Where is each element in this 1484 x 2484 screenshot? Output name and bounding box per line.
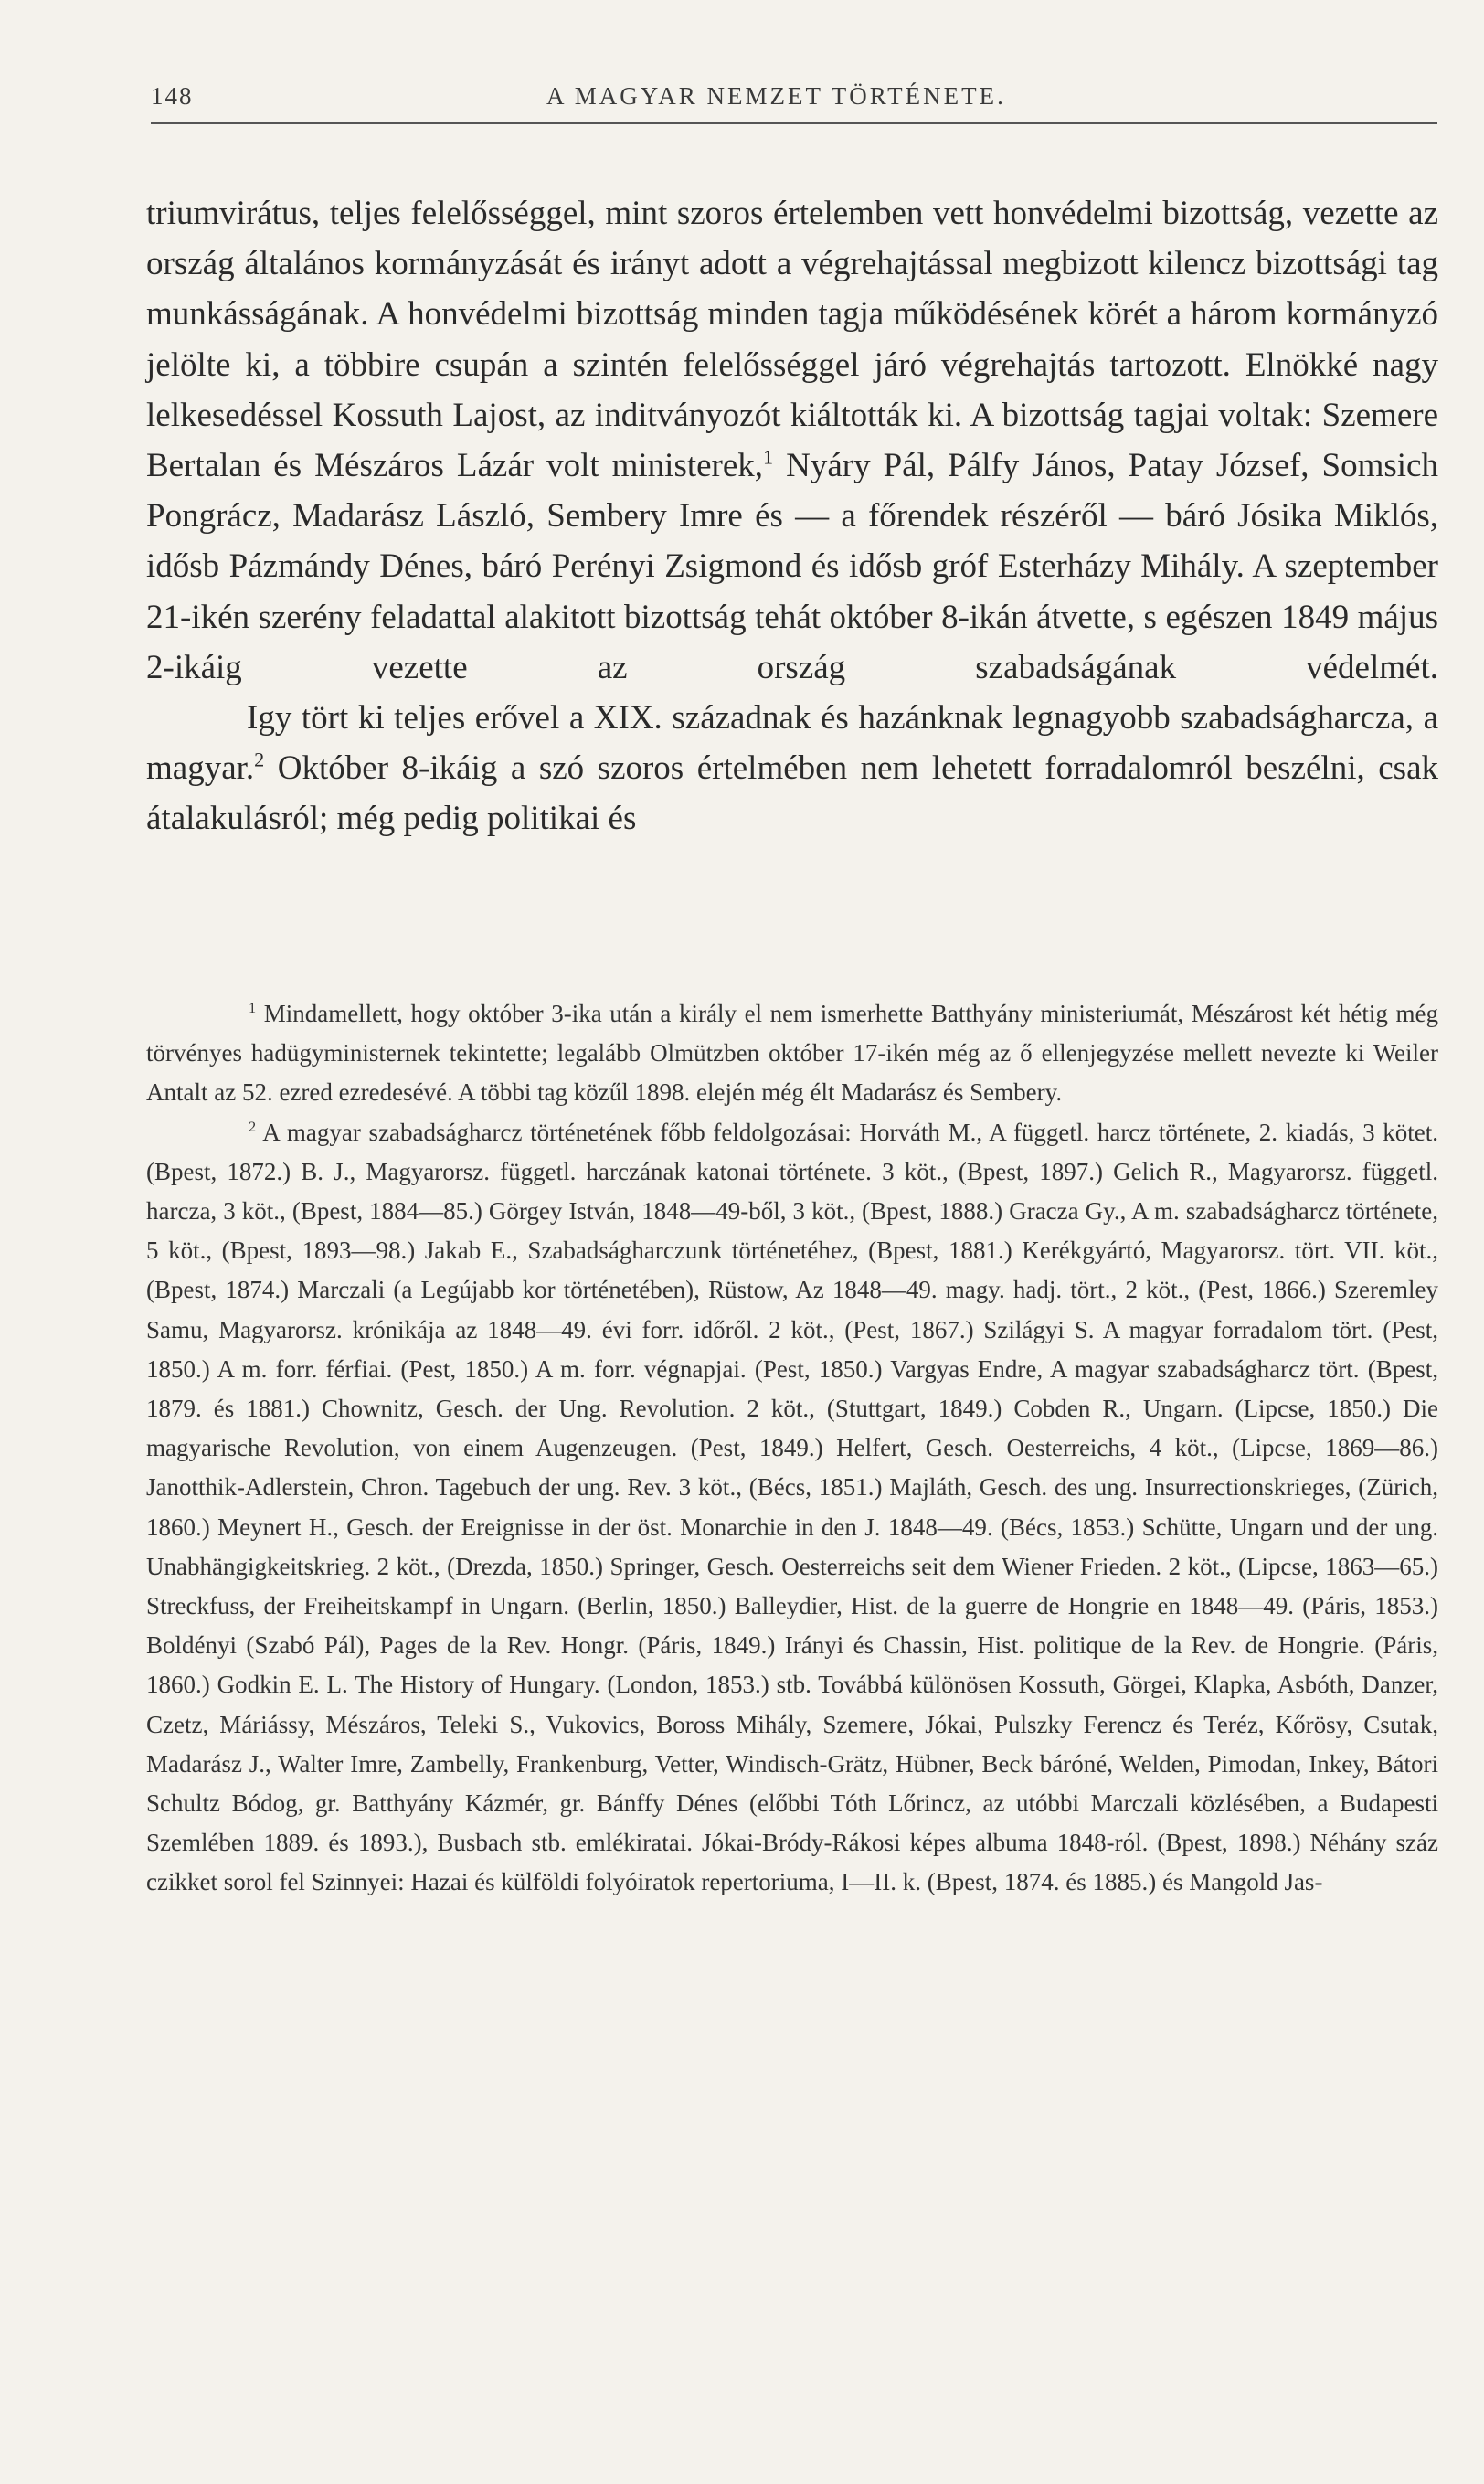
footnote-2-text: A magyar szabadságharcz történetének főbb feldolgozásai: Horváth M., A függetl. harcz története, 2. kiadás, 3 kötet. (Bpest, 1872.) B. J., Magyarorsz. függetl. harczának katonai története. 3 köt., (Bpest, 1897.) Gelich R., Magyarorsz. függetl. harcza, 3 köt., (Bpest, 1884—85.) Görgey István, 1848—49-ből, 3 köt., (Bpest, 1888.) Gracza Gy., A m. szabadságharcz története, 5 köt., (Bpest, 1893—98.) Jakab E., Szabadságharczunk történetéhez, (Bpest, 1881.) Kerékgyártó, Magyarorsz. tört. VII. köt., (Bpest, 1874.) Marczali (a Legújabb kor történetében), Rüstow, Az 1848—49. magy. hadj. tört., 2 köt., (Pest, 1866.) Szeremley Samu, Magyarorsz. krónikája az 1848—49. évi forr. időről. 2 köt., (Pest, 1867.) Szilágyi S. A magyar forradalom tört. (Pest, 1850.) A m. forr. férfiai. (Pest, 1850.) A m. forr. végnapjai. (Pest, 1850.) Vargyas Endre, A magyar szabadságharcz tört. (Bpest, 1879. és 1881.) Chownitz, Gesch. der Ung. Revolution. 2 köt., (Stuttgart, 1849.) Cobden R., Ungarn. (Lipcse, 1850.) Die magyarische Revolution, von einem Augenzeugen. (Pest, 1849.) Helfert, Gesch. Oesterreichs, 4 köt., (Lipcse, 1869—86.) Janotthik-Adlerstein, Chron. Tagebuch der ung. Rev. 3 köt., (Bécs, 1851.) Majláth, Gesch. des ung. Insurrectionskrieges, (Zürich, 1860.) Meynert H., Gesch. der Ereignisse in der öst. Monarchie in den J. 1848—49. (Bécs, 1853.) Schütte, Ungarn und der ung. Unabhängigkeitskrieg. 2 köt., (Drezda, 1850.) Springer, Gesch. Oesterreichs seit dem Wiener Frieden. 2 köt., (Lipcse, 1863—65.) Streckfuss, der Freiheitskampf in Ungarn. (Berlin, 1850.) Balleydier, Hist. de la guerre de Hongrie en 1848—49. (Páris, 1853.) Boldényi (Szabó Pál), Pages de la Rev. Hongr. (Páris, 1849.) Irányi és Chassin, Hist. politique de la Rev. de Hongrie. (Páris, 1860.) Godkin E. L. The History of Hungary. (London, 1853.) stb. Továbbá különösen Kossuth, Görgei, Klapka, Asbóth, Danzer, Czetz, Máriássy, Mészáros, Teleki S., Vukovics, Boross Mihály, Szemere, Jókai, Pulszky Ferencz és Teréz, Kőrösy, Csutak, Madarász J., Walter Imre, Zambelly, Frankenburg, Vetter, Windisch-Grätz, Hübner, Beck báróné, Welden, Pimodan, Inkey, Bátori Schultz Bódog, gr. Batthyány Kázmér, gr. Bánffy Dénes (előbbi Tóth Lőrincz, az utóbbi Marczali közlésében, a Budapesti Szemlében 1889. és 1893.), Busbach stb. emlékiratai. Jókai-Bródy-Rákosi képes albuma 1848-ról. (Bpest, 1898.) Néhány száz czikket sorol fel Szinnyei: Hazai és külföldi folyóiratok repertoriuma, I—II. k. (Bpest, 1874. és 1885.) és Mangold Jas-: [146, 1118, 1438, 1896]
paragraph-2-text: Igy tört ki teljes erővel a XIX. századnak és hazánknak legnagyobb szabadságharcza, a magyar.: [146, 699, 1438, 788]
paragraph-1-text: triumvirátus, teljes felelősséggel, mint szoros értelemben vett honvédelmi bizottság, vezette az ország általános kormányzását és irányt adott a végrehajtással megbizott kilencz bizottsági tag munkásságának. A honvédelmi bizottság minden tagja működésének körét a három kormányzó jelölte ki, a többire csupán a szintén felelősséggel járó végrehajtás tartozott. Elnökké nagy lelkesedéssel Kossuth Lajost, az inditványozót kiáltották ki. A bizottság tagjai voltak: Szemere Bertalan és Mészáros Lázár volt ministerek,: [146, 195, 1438, 485]
paragraph-1: [146, 188, 1438, 693]
header-rule: [151, 122, 1437, 124]
main-text: [146, 188, 1438, 844]
footnote-2-mark: 2: [249, 1118, 257, 1135]
running-title: A MAGYAR NEMZET TÖRTÉNETE.: [546, 82, 1006, 110]
footnotes: [146, 994, 1438, 1903]
page-number: 148: [151, 82, 194, 110]
paragraph-2: [146, 693, 1438, 844]
footnote-1-text: Mindamellett, hogy október 3-ika után a király el nem ismerhette Batthyány ministeriumát, Mészárost két hétig még törvényes hadügyministernek tekintette; legalább Olmützben október 17-ikén még az ő ellenjegyzése mellett nevezte ki Weiler Antalt az 52. ezred ezredesévé. A többi tag közűl 1898. elején még élt Madarász és Sembery.: [146, 1000, 1438, 1107]
paragraph-1-continued: Nyáry Pál, Pálfy János, Patay József, Somsich Pongrácz, Madarász László, Sembery Imre és — a főrendek részéről — báró Jósika Miklós, idősb Pázmándy Dénes, báró Perényi Zsigmond és idősb gróf Esterházy Mihály. A szeptember 21-ikén szerény feladattal alakitott bizottság tehát október 8-ikán átvette, s egészen 1849 május 2-ikáig vezette az ország szabadságának védelmét.: [146, 447, 1438, 686]
footnote-1-mark: 1: [249, 1000, 257, 1016]
footnote-1: [146, 994, 1438, 1113]
footnote-ref-2: 2: [254, 748, 265, 771]
footnote-2: [146, 1113, 1438, 1903]
running-head: [151, 82, 1437, 119]
paragraph-2-continued: Október 8-ikáig a szó szoros értelmében nem lehetett forradalomról beszélni, csak átalakulásról; még pedig politikai és: [146, 749, 1438, 838]
footnote-ref-1: 1: [763, 445, 774, 469]
